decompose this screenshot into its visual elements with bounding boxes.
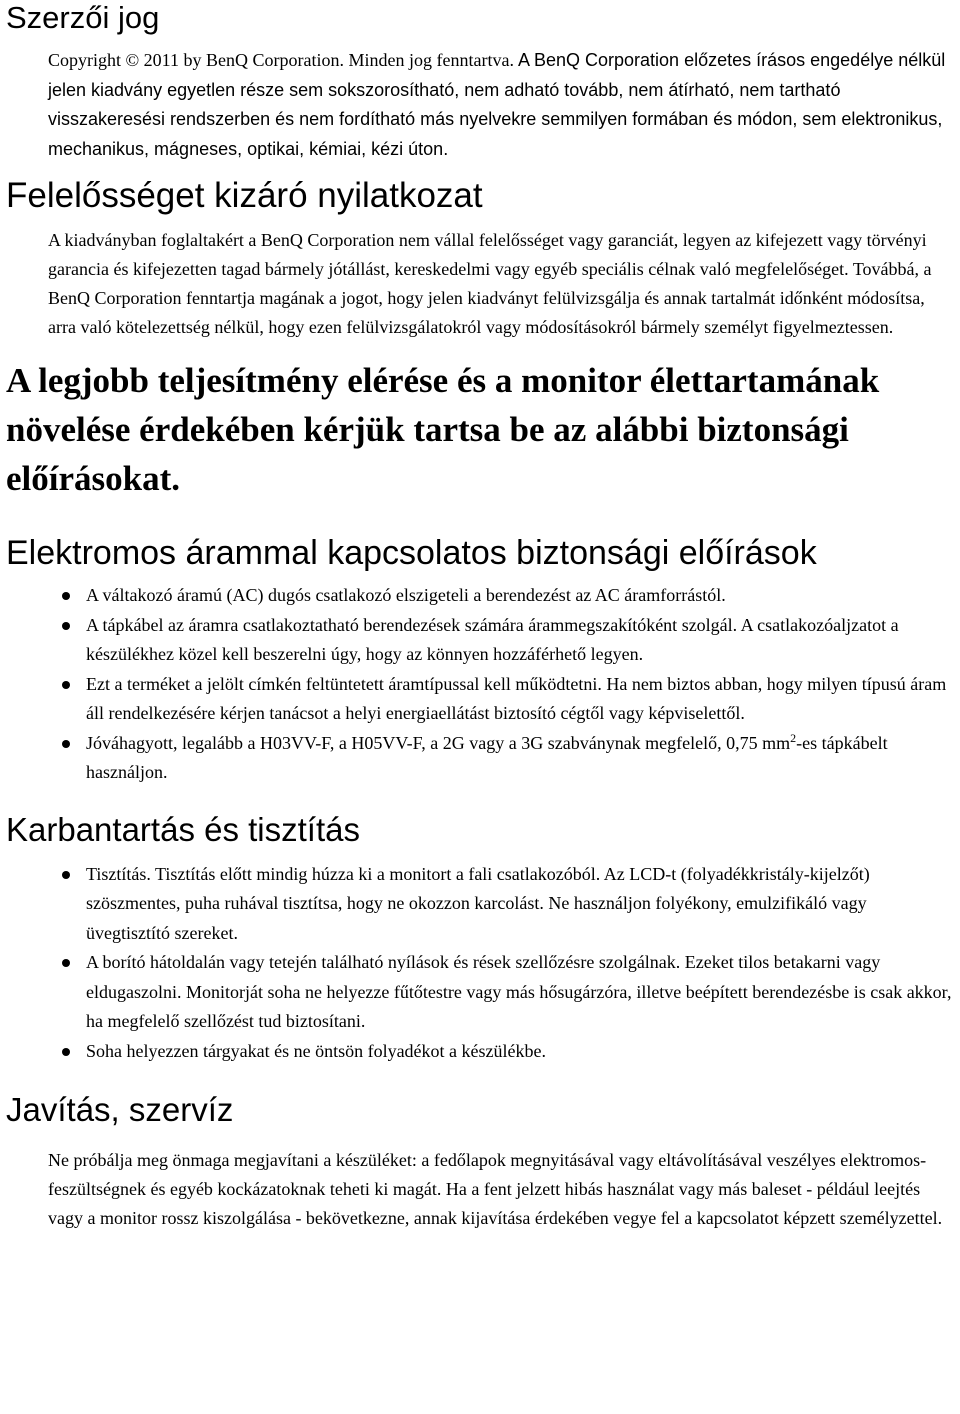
list-item-text: A tápkábel az áramra csatlakoztatható berendezések számára árammegszakítóként szolgál. A csatlakozóaljzatot a készülékhez közel kell beszerelni úgy, hogy az könnyen hozzáférhető legyen. [86,614,899,664]
list-item-text: Soha helyezzen tárgyakat és ne öntsön folyadékot a készülékbe. [86,1040,547,1061]
service-paragraph: Ne próbálja meg önmaga megjavítani a készüléket: a fedőlapok megnyitásával vagy eltávolításával veszélyes elektromos-feszültségnek és egyéb kockázatoknak teheti ki magát. Ha a fent jelzett hibás használat vagy más baleset - például leejtés vagy a monitor rossz kiszolgálása - bekövetkezne, annak kijavítása érdekében vegye fel a kapcsolatot képzett személyzettel. [48,1150,943,1228]
list-item-text: Ezt a terméket a jelölt címkén feltüntetett áramtípussal kell működtetni. Ha nem biztos abban, hogy milyen típusú áram áll rendelkezésére kérjen tanácsot a helyi energiaellátást biztosító cégtől vagy képviselettől. [86,673,947,723]
bullet-icon [62,959,70,967]
list-item [48,1037,954,1067]
bullet-icon [62,1048,70,1056]
copyright-line-serif: Copyright © 2011 by BenQ Corporation. Minden jog fenntartva. [48,50,514,70]
maintenance-heading: Karbantartás és tisztítás [6,810,360,848]
list-item [48,948,954,1037]
superscript: 2 [790,730,797,745]
disclaimer-heading: Felelősséget kizáró nyilatkozat [6,176,483,215]
copyright-heading: Szerzői jog [6,0,160,35]
copyright-paragraph [48,46,954,164]
electrical-heading: Elektromos árammal kapcsolatos biztonsági előírások [6,534,817,572]
list-item-text: A váltakozó áramú (AC) dugós csatlakozó elszigeteli a berendezést az AC áramforrástól. [86,585,726,605]
bullet-icon [62,681,70,689]
list-item-text: A borító hátoldalán vagy tetején található nyílások és rések szellőzésre szolgálnak. Ezeket tilos betakarni vagy eldugaszolni. Monitorját soha ne helyezze fűtőtestre vagy más hősugárzóra, illetve beépített berendezésbe is csak akkor, ha megfelelő szellőzést tud biztosítani. [86,952,952,1031]
list-item [48,860,954,949]
electrical-list [6,581,954,788]
list-item [48,611,954,670]
list-item-text-a: Jóváhagyott, legalább a H03VV-F, a H05VV-F, a 2G vagy a 3G szabványnak megfelelő, 0,75 mm [86,732,791,753]
bullet-icon [62,622,70,630]
bullet-icon [62,740,70,748]
bullet-icon [62,871,70,879]
list-item-text-b: -es tápkábelt használjon. [86,732,888,782]
maintenance-list [6,860,954,1067]
bullet-icon [62,592,70,600]
service-heading: Javítás, szervíz [6,1091,234,1128]
copyright-body: írásos engedélye nélkül jelen kiadvány egyetlen része sem sokszorosítható, nem adható tovább, nem átírható, nem tartható visszakeresési rendszerben és nem fordítható más nyelvekre semmilyen formában és módon, sem elektronikus, mechanikus, mágneses, optikai, kémiai, kézi úton. [48,50,946,159]
list-item-text: Tisztítás. Tisztítás előtt mindig húzza ki a monitort a fali csatlakozóból. Az LCD-t (folyadékkristály-kijelzőt) szöszmentes, puha ruhával tisztítsa, hogy ne okozzon karcolást. Ne használjon folyékony, emulzifikáló vagy üvegtisztító szereket. [86,863,870,943]
safety-intro-heading: A legjobb teljesítmény elérése és a monitor élettartamának növelése érdekében kérjük tartsa be az alábbi biztonsági előírásokat. [6,361,880,498]
list-item [48,670,954,729]
copyright-line-rest: A BenQ Corporation előzetes [517,50,752,70]
disclaimer-paragraph: A kiadványban foglaltakért a BenQ Corporation nem vállal felelősséget vagy garanciát, legyen az kifejezett vagy törvényi garancia és kifejezetten tagad bármely jótállást, kereskedelmi vagy egyéb speciális célnak való megfelelőséget. Továbbá, a BenQ Corporation fenntartja magának a jogot, hogy jelen kiadványt felülvizsgálja és annak tartalmát időnként módosítsa, arra való kötelezettség nélkül, hogy ezen felülvizsgálatokról vagy módosításokról bármely személyt figyelmeztessen. [48,230,932,337]
list-item [48,729,954,788]
list-item [48,581,954,611]
